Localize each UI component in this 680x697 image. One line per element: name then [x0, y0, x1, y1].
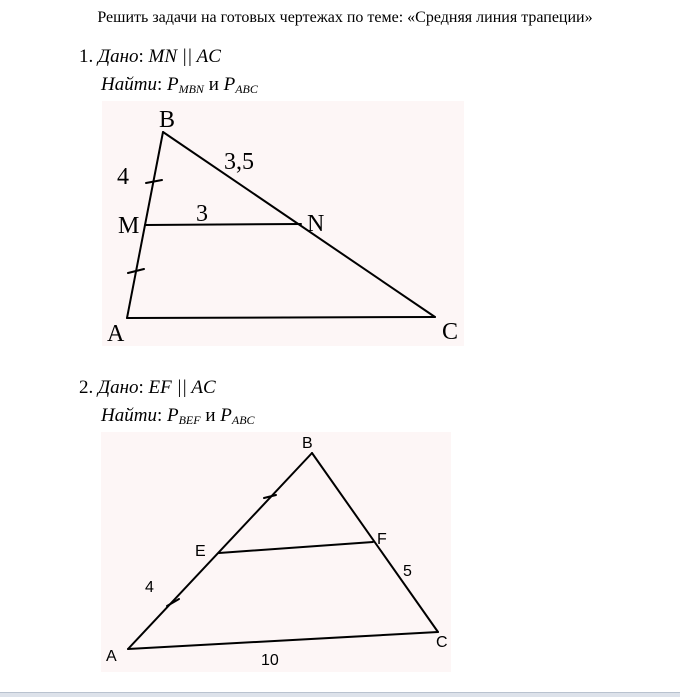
task-2-find-and: и	[205, 405, 216, 426]
task-1-find-sub2: ABC	[235, 82, 258, 96]
task-1-given-value: MN || AC	[148, 46, 221, 67]
task-1-given-label: Дано	[98, 46, 139, 67]
task-2-find-sub1: BEF	[178, 413, 201, 427]
task-2-find: Найти: $P_{BEF}$ и $P_{ABC}$	[101, 405, 255, 427]
vertex-a-label: A	[106, 648, 117, 665]
segment-ac	[127, 317, 435, 318]
vertex-c-label: C	[442, 319, 459, 345]
page-title: Решить задачи на готовых чертежах по теме: «Средняя линия трапеции»	[97, 9, 593, 26]
vertex-n-label: N	[307, 211, 325, 237]
side-bm-label: 4	[117, 164, 129, 190]
task-1-find-p2: P	[223, 74, 236, 95]
figure-1-drawing	[102, 101, 464, 346]
task-1-find-and: и	[208, 74, 219, 95]
task-2-given: 2. Дано: EF || AC	[79, 377, 216, 398]
task-1-find-p1: P	[166, 74, 179, 95]
task-2-number: 2.	[79, 377, 94, 398]
side-ac-label: 10	[261, 652, 279, 669]
vertex-b-label: B	[302, 435, 313, 452]
task-1-given: 1. Дано: MN || AC	[79, 46, 221, 67]
side-fc-label: 5	[403, 563, 412, 580]
segment-ab	[128, 453, 312, 649]
task-2-find-p1: P	[166, 405, 179, 426]
task-2-find-sub2: ABC	[231, 413, 255, 427]
figure-1	[102, 101, 464, 346]
segment-mn	[145, 224, 301, 225]
task-2-find-p2: P	[220, 405, 232, 426]
segment-ef	[219, 542, 373, 553]
figure-2	[101, 432, 451, 672]
task-2-find-label: Найти	[101, 405, 157, 426]
task-1-find-label: Найти	[101, 74, 157, 95]
vertex-e-label: E	[195, 543, 206, 560]
vertex-f-label: F	[377, 531, 387, 548]
side-ae-label: 4	[145, 579, 154, 596]
segment-ac	[128, 632, 438, 649]
vertex-m-label: M	[118, 213, 140, 239]
side-mn-label: 3	[196, 201, 208, 227]
task-1-number: 1.	[79, 46, 94, 67]
vertex-c-label: C	[436, 634, 448, 651]
side-bn-label: 3,5	[224, 149, 254, 175]
task-1-find-sub1: MBN	[178, 82, 204, 96]
task-1-find: Найти: $P_{MBN}$ и $P_{ABC}$	[101, 74, 258, 96]
figure-2-drawing	[101, 432, 451, 672]
task-2-given-value: EF || AC	[148, 377, 216, 398]
segment-bc	[312, 453, 438, 632]
vertex-b-label: B	[159, 107, 176, 133]
vertex-a-label: A	[107, 321, 125, 346]
task-2-given-label: Дано	[98, 377, 139, 398]
bottom-border	[0, 692, 680, 697]
